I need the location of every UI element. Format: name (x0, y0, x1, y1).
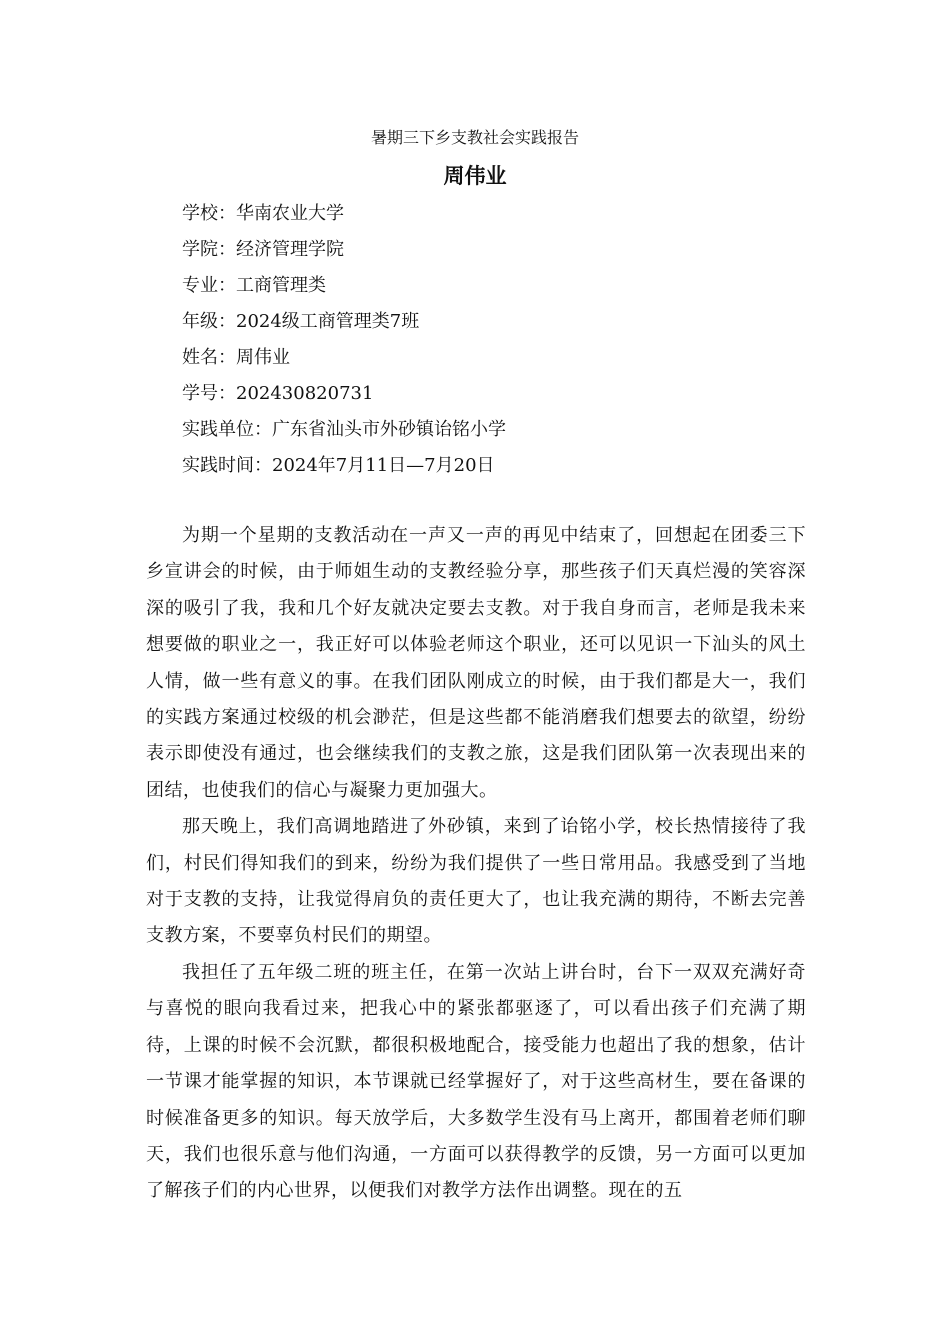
info-major (182, 268, 506, 304)
info-label: 学院： (182, 239, 236, 260)
report-body (146, 518, 806, 1210)
info-college (182, 232, 506, 268)
info-name (182, 340, 506, 376)
info-practice-time (182, 448, 506, 484)
report-subtitle: 暑期三下乡支教社会实践报告 (370, 128, 579, 147)
info-grade (182, 304, 506, 340)
student-info-list (182, 196, 506, 484)
body-paragraph: 那天晚上，我们高调地踏进了外砂镇，来到了诒铭小学，校长热情接待了我们，村民们得知我们的到来，纷纷为我们提供了一些日常用品。我感受到了当地对于支教的支持，让我觉得肩负的责任更大了，也让我充满的期待，不断去完善支教方案，不要辜负村民们的期望。 (146, 816, 806, 947)
info-practice-unit (182, 412, 506, 448)
info-value: 华南农业大学 (236, 203, 344, 224)
info-value: 2024级工商管理类7班 (236, 311, 420, 332)
body-paragraph: 我担任了五年级二班的班主任，在第一次站上讲台时，台下一双双充满好奇与喜悦的眼向我看过来，把我心中的紧张都驱逐了，可以看出孩子们充满了期待，上课的时候不会沉默，都很积极地配合，接受能力也超出了我的想象，估计一节课才能掌握的知识，本节课就已经掌握好了，对于这些高材生，要在备课的时候准备更多的知识。每天放学后，大多数学生没有马上离开，都围着老师们聊天，我们也很乐意与他们沟通，一方面可以获得教学的反馈，另一方面可以更加了解孩子们的内心世界，以便我们对教学方法作出调整。现在的五 (146, 961, 806, 1202)
info-label: 实践单位： (182, 419, 272, 440)
info-student-id (182, 376, 506, 412)
author-title: 周伟业 (443, 164, 507, 188)
info-label: 实践时间： (182, 455, 272, 476)
info-label: 姓名： (182, 347, 236, 368)
info-value: 周伟业 (236, 347, 290, 368)
info-value: 广东省汕头市外砂镇诒铭小学 (272, 419, 506, 440)
info-value: 2024年7月11日—7月20日 (272, 455, 495, 476)
info-value: 工商管理类 (236, 275, 326, 296)
info-label: 学号： (182, 383, 236, 404)
info-label: 学校： (182, 203, 236, 224)
info-school (182, 196, 506, 232)
info-label: 年级： (182, 311, 236, 332)
info-value: 经济管理学院 (236, 239, 344, 260)
info-value: 202430820731 (236, 383, 374, 404)
body-paragraph: 为期一个星期的支教活动在一声又一声的再见中结束了，回想起在团委三下乡宣讲会的时候，由于师姐生动的支教经验分享，那些孩子们天真烂漫的笑容深深的吸引了我，我和几个好友就决定要去支教。对于我自身而言，老师是我未来想要做的职业之一，我正好可以体验老师这个职业，还可以见识一下汕头的风土人情，做一些有意义的事。在我们团队刚成立的时候，由于我们都是大一，我们的实践方案通过校级的机会渺茫，但是这些都不能消磨我们想要去的欲望，纷纷表示即使没有通过，也会继续我们的支教之旅，这是我们团队第一次表现出来的团结，也使我们的信心与凝聚力更加强大。 (146, 525, 806, 801)
info-label: 专业： (182, 275, 236, 296)
